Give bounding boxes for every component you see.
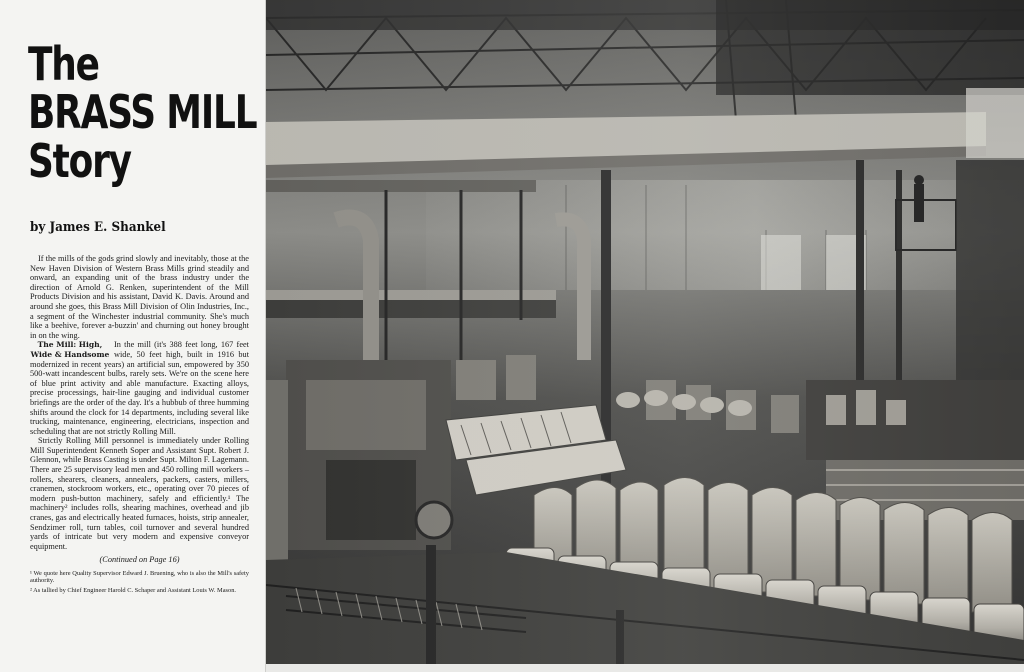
paragraph-2: In the mill (it's 388 feet long, 167 feet wide, 50 feet high, built in 1916 but modernized in recent years) an artificial sun, empowered by 350 500-watt incandescent bulbs, rarely sets. We're on the scene here of blue print activity and able manufacture. Exacting alloys, precise processings, hair-line gauging and individual customer briefings are the order of the day. It's a hubbub of three humming shifts around the clock for 14 departments, including several like trucking, maintenance, engineering, electricians, inspection and scheduling that are not strictly Rolling Mill. [30, 340, 249, 436]
mill-photo-illustration [266, 0, 1024, 664]
subhead-block [30, 340, 249, 436]
article-column [0, 0, 266, 672]
byline: by James E. Shankel [30, 220, 166, 235]
article-title [28, 37, 257, 188]
subhead-line-2: Wide & Handsome [30, 349, 110, 359]
title-line-1: The [28, 37, 99, 91]
title-line-3: Story [28, 133, 131, 188]
subhead [30, 340, 110, 359]
title-line-2: BRASS MILL [28, 85, 257, 140]
footnotes [30, 570, 249, 594]
footnote-1: ¹ We quote here Quality Supervisor Edward J. Bruening, who is also the Mill's safety authority. [30, 570, 249, 585]
paragraph-1: If the mills of the gods grind slowly and inevitably, those at the New Haven Division of Western Brass Mills grind steadily and onward, an expanding unit of the brass industry under the direction of Arnold G. Renken, superintendent of the Mill Products Division and his assistant, David K. Davis. Around and around she goes, this Brass Mill Division of Olin Industries, Inc., a segment of the Winchester industrial community. She's much like a beehive, forever a-buzzin' and churning out honey brought in on the wing. [30, 254, 249, 340]
paragraph-3: Strictly Rolling Mill personnel is immediately under Rolling Mill Superintendent Kenneth Soper and Assistant Supt. Robert J. Glennon, while Brass Casting is under Supt. Milton F. Lagemann. There are 25 supervisory lead men and 450 rolling mill workers – rollers, shearers, cleaners, annealers, packers, casters, millers, cranemen, stockroom workers, etc., operating over 70 pieces of modern push-button machinery, safely and efficiently.¹ The machinery² includes rolls, shearing machines, overhead and jib cranes, gas and electrically heated furnaces, hoists, strip annealer, Sendzimer roll, turn tables, coil turnover and several hundred yards of intricate but very modern and expensive conveyor equipment. [30, 436, 249, 551]
footnote-2: ² As tallied by Chief Engineer Harold C. Schaper and Assistant Louis W. Mason. [30, 586, 237, 594]
article-body [30, 254, 249, 596]
subhead-line-1: The Mill: High, [37, 340, 103, 350]
continued-note: (Continued on Page 16) [99, 555, 180, 565]
mill-interior-photo [266, 0, 1024, 664]
page-bottom-margin [266, 664, 1024, 672]
